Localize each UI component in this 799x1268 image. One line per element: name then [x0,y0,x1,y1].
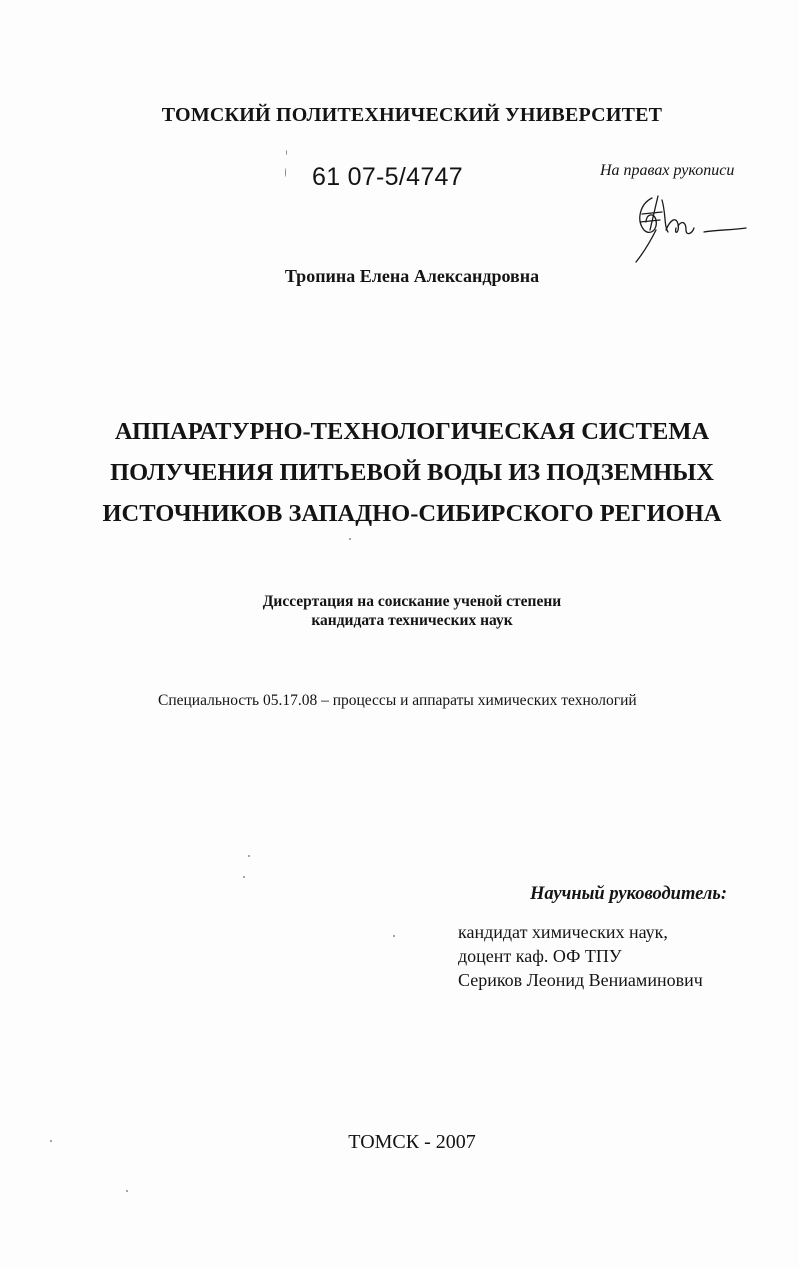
dissertation-title-line: ПОЛУЧЕНИЯ ПИТЬЕВОЙ ВОДЫ ИЗ ПОДЗЕМНЫХ [110,459,714,486]
scan-speck [50,1140,52,1142]
supervisor-name: Сериков Леонид Вениаминович [458,970,703,990]
place-year: ТОМСК - 2007 [348,1131,476,1153]
university-name: ТОМСКИЙ ПОЛИТЕХНИЧЕСКИЙ УНИВЕРСИТЕТ [161,104,663,126]
dissertation-title-line: АППАРАТУРНО-ТЕХНОЛОГИЧЕСКАЯ СИСТЕМА [114,418,710,445]
supervisor-heading: Научный руководитель: [530,884,727,904]
scan-speck [126,1190,128,1192]
specialty-line: Специальность 05.17.08 – процессы и аппараты химических технологий [158,692,637,709]
supervisor-position: доцент каф. ОФ ТПУ [458,946,622,966]
scan-speck [243,876,245,878]
supervisor-degree: кандидат химических наук, [458,922,668,942]
handwritten-signature [622,190,750,270]
archive-code: 61 07-5/4747 [312,163,463,191]
scan-speck [349,538,351,540]
degree-statement-line: Диссертация на соискание ученой степени [262,593,562,610]
dissertation-title-line: ИСТОЧНИКОВ ЗАПАДНО-СИБИРСКОГО РЕГИОНА [102,500,722,527]
scan-speck [285,168,286,177]
scan-speck [248,855,250,857]
author-name: Тропина Елена Александровна [284,266,540,286]
scan-speck [286,150,287,155]
degree-statement-line: кандидата технических наук [311,612,513,629]
manuscript-note: На правах рукописи [600,162,735,179]
scan-speck [393,935,395,937]
